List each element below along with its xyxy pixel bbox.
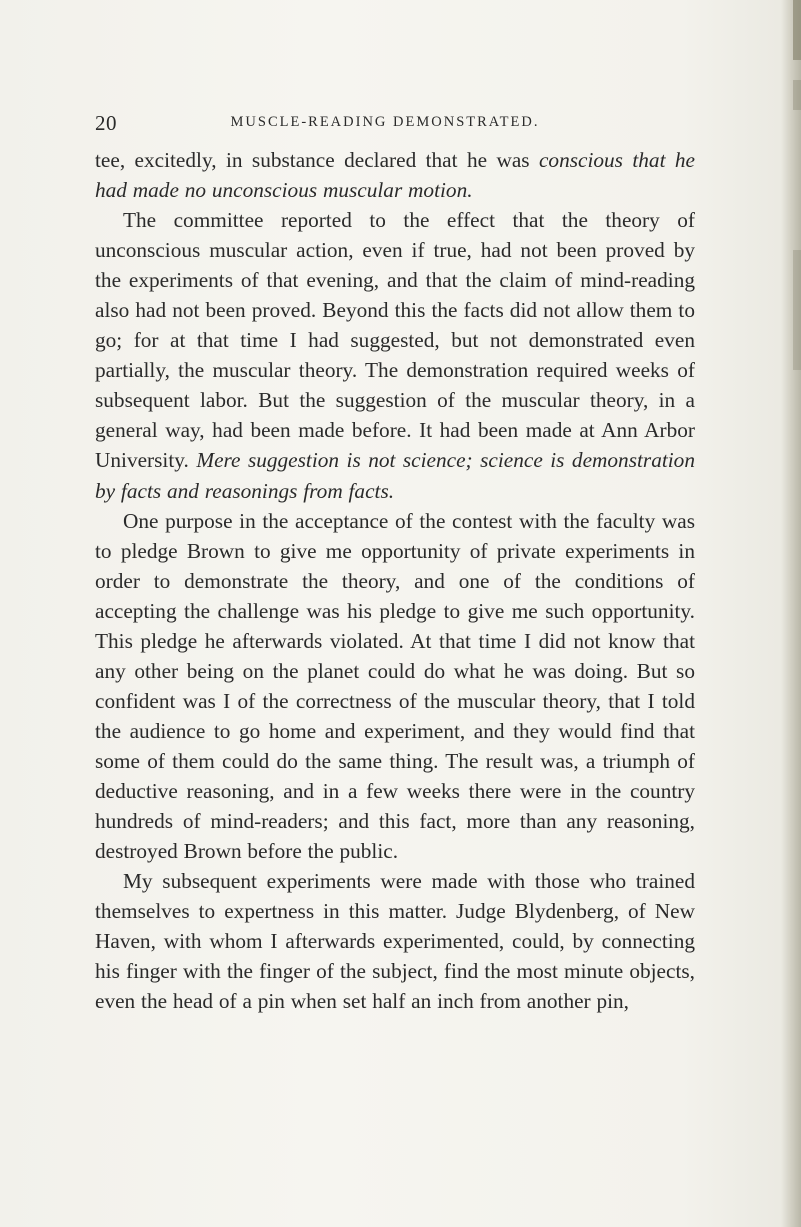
paragraph: [95, 205, 695, 505]
italic-emphasis: conscious that he had made no unconscious muscular motion.: [95, 148, 695, 203]
paragraph-text: The committee reported to the effect that the theory of unconscious muscular action, even if true, had not been proved by the experiments of that evening, and that the claim of mind-reading also had not been proved. Beyond this the facts did not allow them to go; for at that time I had suggested, but not demonstrated even partially, the muscular theory. The demonstration required weeks of subsequent labor. But the suggestion of the muscular theory, in a general way, had been made before. It had been made at Ann Arbor University.: [95, 208, 695, 473]
page-number: 20: [95, 111, 117, 135]
page-header: [95, 111, 695, 137]
paragraph-text: One purpose in the acceptance of the contest with the faculty was to pledge Brown to give me opportunity of private experiments in order to demonstrate the theory, and one of the conditions of accepting the challenge was his pledge to give me such opportunity. This pledge he afterwards violated. At that time I did not know that any other being on the planet could do what he was doing. But so confident was I of the correctness of the muscular theory, that I told the audience to go home and experiment, and they would find that some of them could do the same thing. The result was, a triumph of deductive reasoning, and in a few weeks there were in the country hundreds of mind-readers; and this fact, more than any reasoning, destroyed Brown before the public.: [95, 508, 695, 864]
paragraph-text: tee, excitedly, in substance declared that he was: [95, 148, 539, 172]
paragraph: [95, 145, 695, 205]
paragraph-text: My subsequent experiments were made with those who trained themselves to expertness in this matter. Judge Blydenberg, of New Haven, with whom I afterwards experimented, could, by connecting his finger with the finger of the subject, find the most minute objects, even the head of a pin when set half an inch from another pin,: [95, 869, 695, 1014]
page-gutter-shadow: [781, 0, 801, 1227]
paragraph: [95, 866, 695, 1016]
paragraph: [95, 506, 695, 867]
gutter-stain: [793, 250, 801, 370]
italic-emphasis: Mere suggestion is not science; science is demonstration by facts and reasonings from facts.: [95, 448, 695, 503]
gutter-stain: [793, 80, 801, 110]
gutter-stain: [793, 0, 801, 60]
body-text: [95, 145, 695, 1016]
running-head: MUSCLE-READING DEMONSTRATED.: [230, 114, 540, 130]
